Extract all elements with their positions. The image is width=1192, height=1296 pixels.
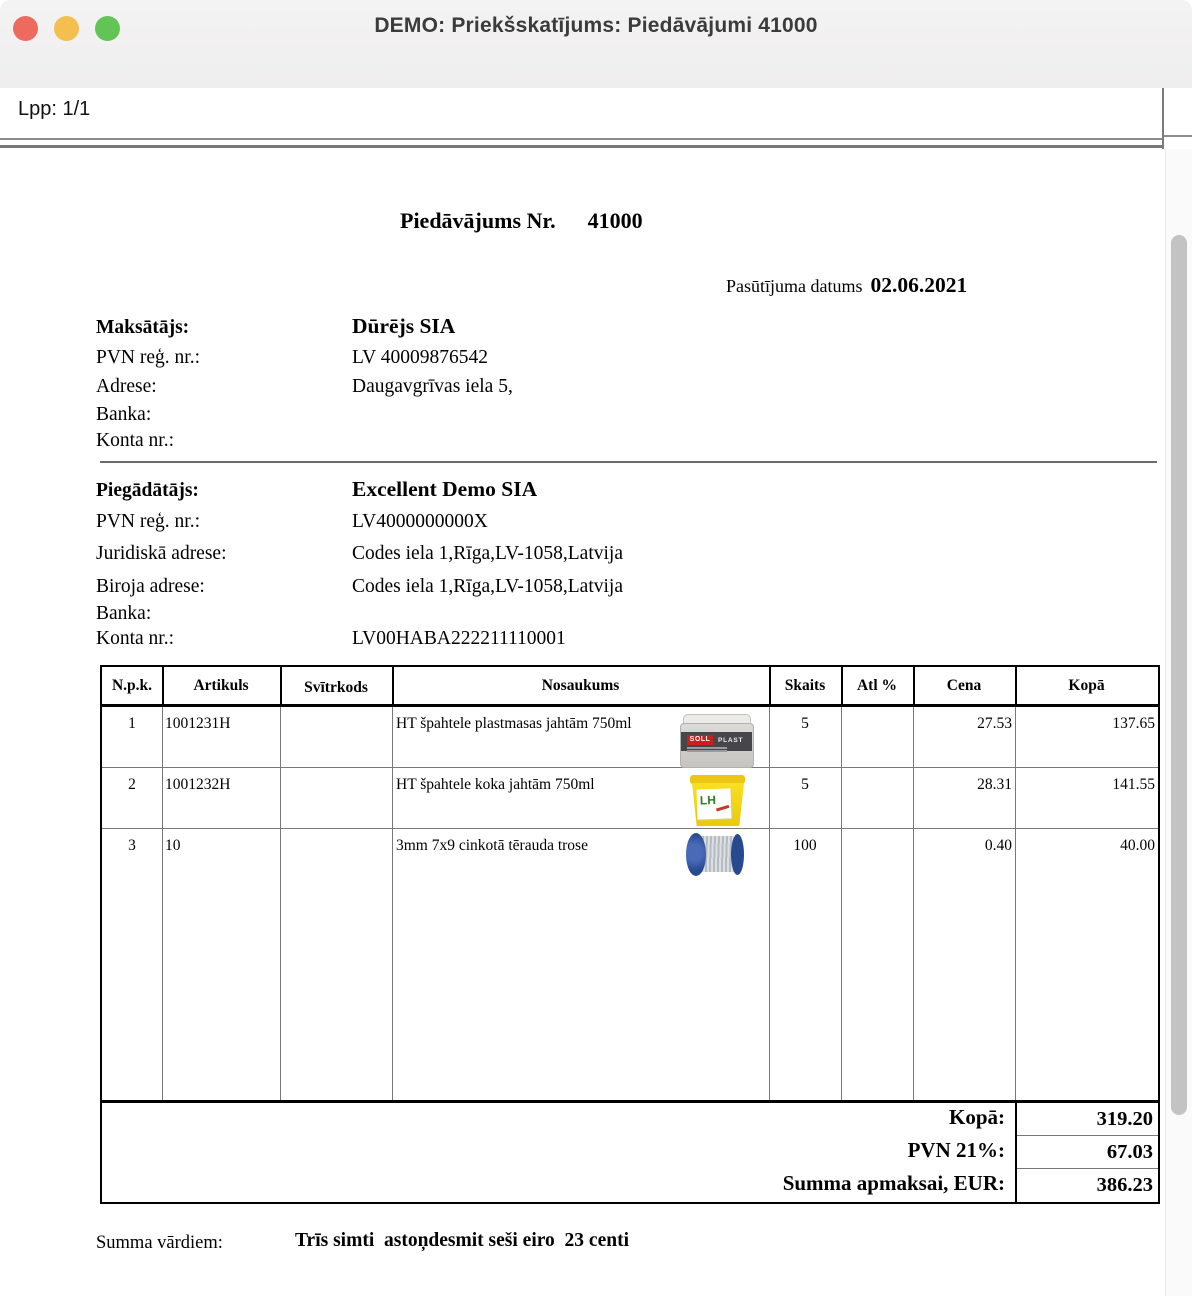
payer-account-label: Konta nr.: — [96, 430, 174, 451]
cell-cena: 27.53 — [977, 715, 1012, 732]
cell-kopa: 141.55 — [1112, 776, 1155, 793]
supplier-bank-label: Banka: — [96, 603, 152, 624]
payer-address-value: Daugavgrīvas iela 5, — [352, 376, 513, 397]
tin-sub-text: PLAST — [718, 737, 744, 744]
header-npk: N.p.k. — [111, 677, 153, 694]
vat-label: PVN 21%: — [907, 1138, 1005, 1162]
vertical-scrollbar[interactable] — [1165, 149, 1192, 1296]
supplier-account-label: Konta nr.: — [96, 628, 174, 649]
header-atl: Atl % — [856, 677, 898, 694]
payer-row — [96, 347, 488, 369]
cell-kopa: 137.65 — [1112, 715, 1155, 732]
payer-row — [96, 314, 455, 339]
payer-row — [96, 376, 513, 398]
payable-value: 386.23 — [1096, 1174, 1153, 1196]
toolbar-border-bottom — [0, 145, 1162, 148]
table-row — [102, 829, 1158, 890]
section-divider — [100, 461, 1157, 463]
cell-npk: 2 — [128, 776, 136, 793]
supplier-account-value: LV00HABA222211110001 — [352, 628, 566, 649]
document-page — [0, 149, 1192, 1296]
header-skaits: Skaits — [784, 677, 826, 694]
cell-nosaukums: HT špahtele plastmasas jahtām 750ml — [396, 715, 632, 732]
header-svitrkods: Svītrkods — [304, 679, 368, 696]
toolbar — [0, 88, 1192, 149]
tin-brand-text: SOLL — [687, 735, 713, 745]
cell-nosaukums: 3mm 7x9 cinkotā tērauda trose — [396, 837, 588, 854]
document-title — [400, 208, 643, 234]
supplier-name: Excellent Demo SIA — [352, 477, 538, 501]
supplier-row — [96, 628, 566, 650]
supplier-office-address-label: Biroja adrese: — [96, 576, 205, 597]
scrollbar-thumb[interactable] — [1171, 235, 1187, 1115]
order-date-value: 02.06.2021 — [870, 273, 968, 297]
payer-name: Dūrējs SIA — [352, 314, 456, 338]
supplier-office-address-value: Codes iela 1,Rīga,LV-1058,Latvija — [352, 576, 623, 597]
table-header — [102, 667, 1158, 707]
supplier-legal-address-value: Codes iela 1,Rīga,LV-1058,Latvija — [352, 543, 623, 564]
cell-npk: 3 — [128, 837, 136, 854]
table-body — [102, 707, 1158, 1100]
header-nosaukums: Nosaukums — [541, 677, 620, 694]
supplier-row — [96, 576, 623, 598]
product-image-lh-bucket — [689, 772, 747, 827]
cell-kopa: 40.00 — [1120, 837, 1155, 854]
supplier-row — [96, 543, 623, 565]
order-date — [726, 273, 967, 298]
amount-in-words-value: Trīs simti astoņdesmit seši eiro 23 centi — [295, 1230, 629, 1251]
cell-cena: 0.40 — [984, 837, 1012, 854]
amount-in-words-label: Summa vārdiem: — [96, 1233, 223, 1253]
cell-skaits: 5 — [801, 715, 809, 732]
cell-npk: 1 — [128, 715, 136, 732]
payer-row — [96, 404, 352, 426]
payer-bank-label: Banka: — [96, 404, 152, 425]
supplier-row — [96, 511, 488, 533]
vat-value: 67.03 — [1017, 1136, 1158, 1169]
supplier-row — [96, 477, 537, 502]
titlebar — [0, 0, 1192, 89]
table-row — [102, 707, 1158, 768]
cell-nosaukums: HT špahtele koka jahtām 750ml — [396, 776, 595, 793]
header-artikuls: Artikuls — [193, 677, 249, 694]
payer-address-label: Adrese: — [96, 376, 157, 397]
payer-row — [96, 430, 352, 452]
toolbar-divider-vertical — [1162, 88, 1164, 149]
toolbar-border-right — [1164, 135, 1192, 137]
cell-cena: 28.31 — [977, 776, 1012, 793]
cell-artikuls: 1001231H — [165, 715, 231, 732]
cell-artikuls: 10 — [165, 837, 181, 854]
total-label: Kopā: — [948, 1105, 1005, 1129]
page-indicator: Lpp: 1/1 — [18, 98, 91, 120]
payer-vat-label: PVN reģ. nr.: — [96, 347, 200, 368]
payable-label: Summa apmaksai, EUR: — [782, 1171, 1005, 1195]
product-image-soll-plast-tin — [677, 714, 756, 767]
window-title: DEMO: Priekšskatījums: Piedāvājumi 41000 — [374, 14, 818, 37]
document-number: 41000 — [587, 208, 643, 233]
product-image-wire-spool — [686, 833, 745, 876]
supplier-vat-value: LV4000000000X — [352, 511, 488, 532]
items-table — [100, 665, 1160, 1204]
supplier-row — [96, 603, 352, 625]
cell-skaits: 100 — [793, 837, 817, 854]
totals-section — [102, 1100, 1158, 1203]
supplier-vat-label: PVN reģ. nr.: — [96, 511, 200, 532]
bucket-text: LH — [699, 792, 717, 808]
header-kopa: Kopā — [1068, 677, 1105, 694]
supplier-legal-address-label: Juridiskā adrese: — [96, 543, 227, 564]
cell-skaits: 5 — [801, 776, 809, 793]
document-title-label: Piedāvājums Nr. — [400, 208, 556, 233]
cell-artikuls: 1001232H — [165, 776, 231, 793]
payer-label: Maksātājs: — [96, 317, 190, 338]
payer-vat-value: LV 40009876542 — [352, 347, 488, 368]
header-cena: Cena — [946, 677, 982, 694]
supplier-label: Piegādātājs: — [96, 480, 199, 501]
toolbar-border-top — [0, 138, 1162, 140]
total-value: 319.20 — [1017, 1103, 1158, 1136]
order-date-label: Pasūtījuma datums — [726, 276, 863, 296]
table-row — [102, 768, 1158, 829]
